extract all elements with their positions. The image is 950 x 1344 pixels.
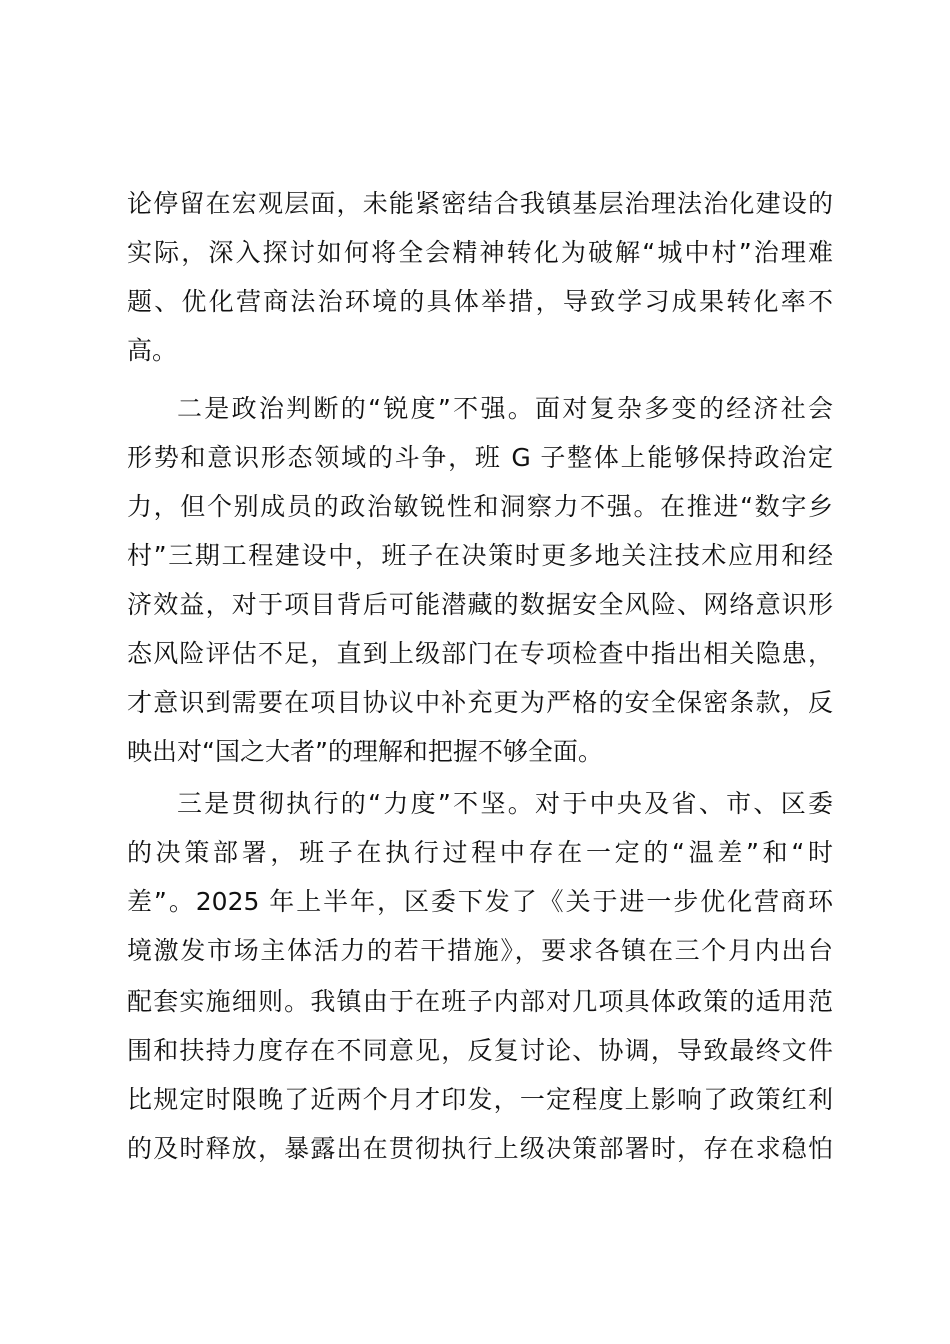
text-line: 围和扶持力度存在不同意见，反复讨论、协调，导致最终文件 xyxy=(127,1036,833,1065)
text-line: 论停留在宏观层面，未能紧密结合我镇基层治理法治化建设的 xyxy=(127,189,833,218)
text-line: 映出对“国之大者”的理解和把握不够全面。 xyxy=(127,737,603,766)
text-line: 境激发市场主体活力的若干措施》，要求各镇在三个月内出台 xyxy=(127,936,833,965)
text-line: 实际，深入探讨如何将全会精神转化为破解“城中村”治理难 xyxy=(127,238,833,267)
text-line: 高。 xyxy=(127,336,178,365)
text-line: 的决策部署，班子在执行过程中存在一定的“温差”和“时 xyxy=(127,838,833,867)
text-line: 形势和意识形态领域的斗争，班 G 子整体上能够保持政治定 xyxy=(127,443,833,472)
text-line: 济效益，对于项目背后可能潜藏的数据安全风险、网络意识形 xyxy=(127,590,833,619)
text-line: 差”。2025 年上半年，区委下发了《关于进一步优化营商环 xyxy=(127,887,833,916)
text-line: 比规定时限晚了近两个月才印发，一定程度上影响了政策红利 xyxy=(127,1085,833,1114)
text-line: 态风险评估不足，直到上级部门在专项检查中指出相关隐患， xyxy=(127,639,833,668)
text-line: 的及时释放，暴露出在贯彻执行上级决策部署时，存在求稳怕 xyxy=(127,1134,833,1163)
paragraph-start-line: 三是贯彻执行的“力度”不坚。对于中央及省、市、区委 xyxy=(177,789,833,818)
text-line: 题、优化营商法治环境的具体举措，导致学习成果转化率不 xyxy=(127,287,833,316)
text-line: 村”三期工程建设中，班子在决策时更多地关注技术应用和经 xyxy=(127,541,833,570)
text-line: 才意识到需要在项目协议中补充更为严格的安全保密条款，反 xyxy=(127,688,833,717)
paragraph-start-line: 二是政治判断的“锐度”不强。面对复杂多变的经济社会 xyxy=(177,394,833,423)
text-line: 配套实施细则。我镇由于在班子内部对几项具体政策的适用范 xyxy=(127,987,833,1016)
text-line: 力，但个别成员的政治敏锐性和洞察力不强。在推进“数字乡 xyxy=(127,492,833,521)
